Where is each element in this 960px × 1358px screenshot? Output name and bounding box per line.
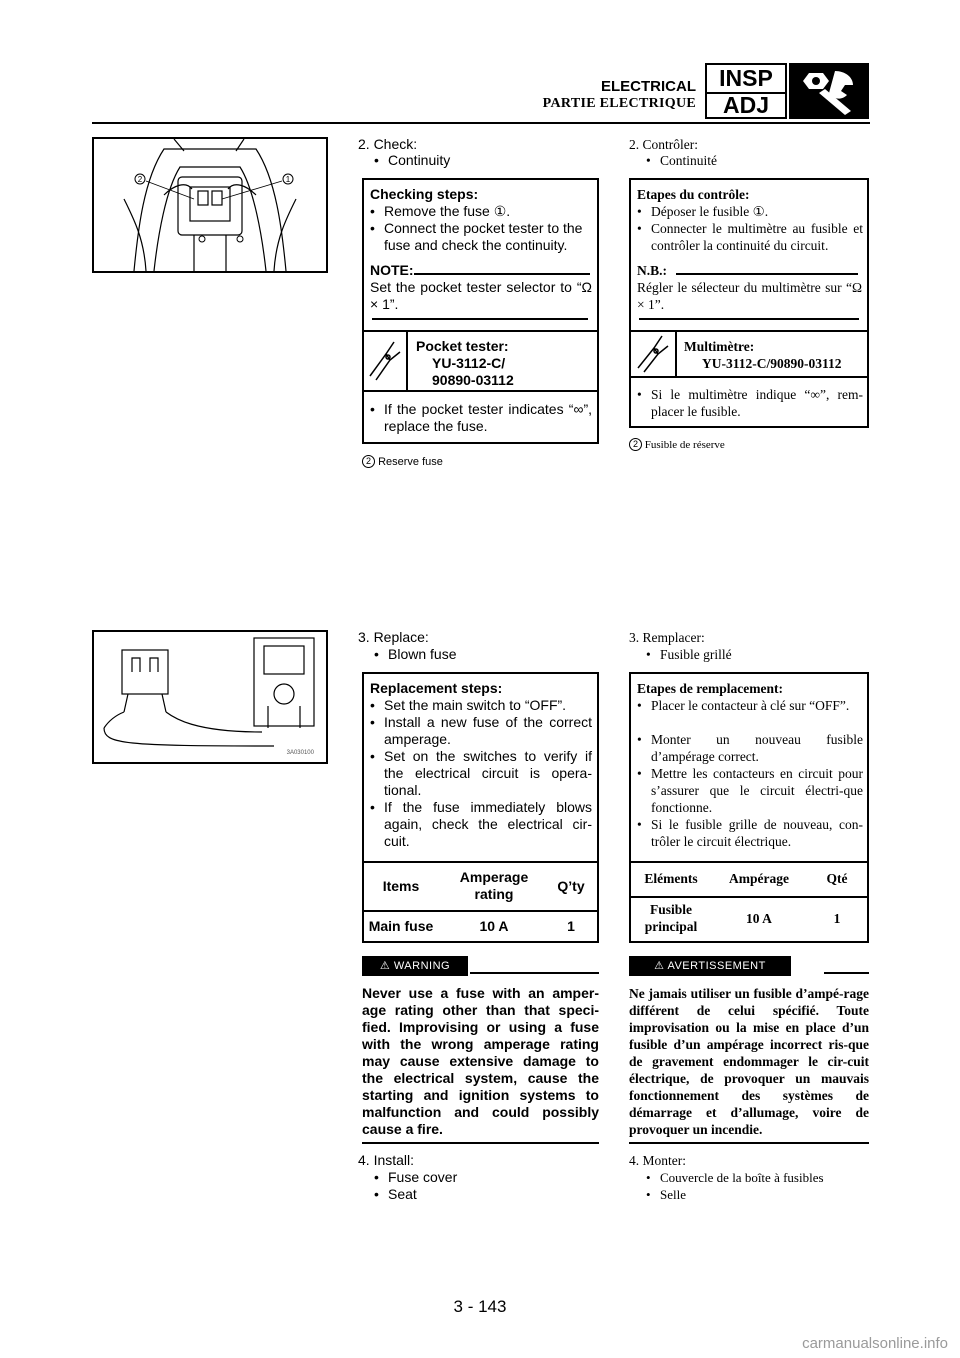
tester-figure bbox=[92, 630, 328, 764]
page-number: 3 - 143 bbox=[453, 1297, 507, 1316]
fr-table-cell-rating: 10 A bbox=[746, 911, 772, 926]
step2-title: 2. Check: bbox=[358, 136, 418, 152]
badge-adj: ADJ bbox=[722, 92, 769, 118]
step4-title: 4. Install: bbox=[358, 1152, 415, 1168]
fr-step3-title: 3. Remplacer: bbox=[629, 630, 705, 645]
watermark: carmanualsonline.info bbox=[802, 1335, 948, 1352]
fr-warning-top-rule bbox=[824, 972, 869, 974]
warning-bottom-rule bbox=[362, 1142, 599, 1144]
fr-note-text: Régler le sélecteur du multimètre sur “Ω × 1”. bbox=[637, 280, 862, 312]
table-head-qty: Q’ty bbox=[557, 878, 585, 894]
table-cell-item: Main fuse bbox=[368, 918, 434, 934]
fr-warning-bottom-rule bbox=[629, 1142, 869, 1144]
fuse-box-figure bbox=[92, 137, 328, 273]
replacement-heading: Replacement steps: bbox=[370, 680, 503, 696]
fr-note-rule bbox=[676, 273, 858, 275]
fr-tool-part: YU-3112-C/90890-03112 bbox=[702, 356, 842, 371]
tool-label: Pocket tester: bbox=[416, 338, 509, 354]
tool-icon bbox=[366, 336, 404, 386]
tool-bottom-rule bbox=[362, 390, 599, 392]
fr-tool-icon bbox=[634, 332, 672, 376]
fr-reserve-caption: 2 Fusible de réserve bbox=[629, 438, 725, 451]
table-cell-rating: 10 A bbox=[479, 918, 509, 934]
checking-heading: Checking steps: bbox=[370, 186, 479, 202]
fr-checking-heading: Etapes du contrôle: bbox=[637, 187, 750, 202]
table-mid-rule bbox=[362, 910, 599, 912]
fr-tool-bottom-rule bbox=[629, 376, 869, 378]
fr-table-cell-item: Fusible principal bbox=[644, 902, 698, 934]
badge-insp: INSP bbox=[707, 65, 785, 94]
figure-code: 3A030100 bbox=[286, 750, 314, 756]
fr-table-head-rating: Ampérage bbox=[729, 871, 789, 886]
note-label: NOTE: bbox=[370, 262, 414, 278]
warning-text: Never use a fuse with an amper-age rating other than that speci-fied. Improvising or using a fuse with the wrong amperage rating may cause extensive damage to the electrical system, cause the starting and ignition systems to malfunction and could possibly cause a fire. bbox=[362, 985, 599, 1137]
fr-replacement-heading: Etapes de remplacement: bbox=[637, 681, 783, 696]
step3-title: 3. Replace: bbox=[358, 629, 429, 645]
fr-table-cell-qty: 1 bbox=[833, 911, 841, 926]
insp-adj-badge bbox=[705, 63, 787, 119]
fr-step4-title: 4. Monter: bbox=[629, 1153, 686, 1168]
fr-table-mid-rule bbox=[629, 896, 869, 898]
fr-table-head-items: Eléments bbox=[644, 871, 698, 886]
fr-tool-divider bbox=[675, 330, 677, 378]
fr-warning-badge: ⚠ AVERTISSEMENT bbox=[629, 956, 791, 976]
header-rule bbox=[92, 122, 870, 124]
fr-tool-label: Multimètre: bbox=[684, 339, 755, 354]
table-top-rule bbox=[362, 861, 599, 863]
callout-1: 1 bbox=[285, 175, 291, 184]
wrench-icon bbox=[789, 63, 869, 119]
fr-step2-title: 2. Contrôler: bbox=[629, 137, 698, 152]
note-rule bbox=[414, 273, 590, 275]
reserve-caption: 2 Reserve fuse bbox=[362, 455, 443, 468]
warning-badge: ⚠ WARNING bbox=[362, 956, 468, 976]
callout-2: 2 bbox=[137, 175, 143, 184]
warning-top-rule bbox=[470, 972, 599, 974]
fr-table-top-rule bbox=[629, 861, 869, 863]
section-title-en: ELECTRICAL bbox=[601, 78, 696, 95]
fr-note-end-rule bbox=[639, 318, 859, 320]
tool-part-2: 90890-03112 bbox=[432, 372, 514, 388]
tool-part-1: YU-3112-C/ bbox=[432, 355, 506, 371]
note-text: Set the pocket tester selector to “Ω × 1”. bbox=[370, 279, 592, 312]
table-head-items: Items bbox=[382, 878, 420, 894]
table-cell-qty: 1 bbox=[567, 918, 575, 934]
tool-divider bbox=[406, 330, 408, 392]
fr-warning-text: Ne jamais utiliser un fusible d’ampé-rage différent de celui spécifié. Toute improvisation ou la mise en place d’un fusible d’un ampérage incorrect ris-que de gravement endommager le cir-cuit électrique, de provoquer un mauvais fonctionnement des systèmes de démarrage et d’allumage, voire de provoquer un incendie. bbox=[629, 986, 869, 1137]
fr-table-head-qty: Qté bbox=[826, 871, 848, 886]
note-end-rule bbox=[372, 318, 588, 320]
section-title-fr: PARTIE ELECTRIQUE bbox=[542, 96, 696, 111]
tool-top-rule bbox=[362, 330, 599, 332]
fr-note-label: N.B.: bbox=[637, 263, 667, 278]
table-head-rating: Amperage rating bbox=[459, 869, 529, 902]
